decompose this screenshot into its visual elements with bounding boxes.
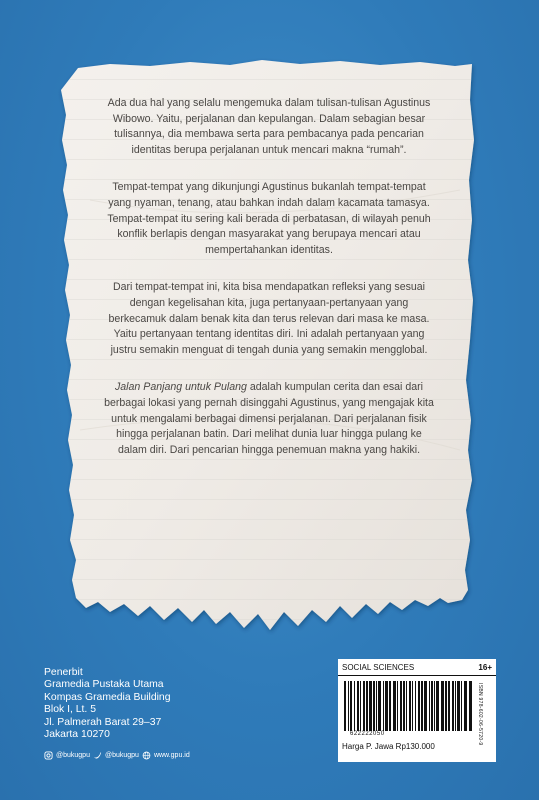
social-links — [44, 751, 190, 760]
barcode-bar — [344, 681, 346, 731]
barcode-bar — [436, 681, 439, 731]
age-rating: 16+ — [478, 663, 492, 672]
barcode-bar — [393, 681, 396, 731]
barcode-bar — [452, 681, 454, 731]
isbn-side-text: ISBN 978-602-06-5720-9 — [477, 683, 483, 746]
barcode-bar — [369, 681, 372, 731]
blurb-paragraph: Dari tempat-tempat ini, kita bisa mendapatkan refleksi yang sesuai dengan kegelisahan kita, juga pertanyaan-pertanyaan yang berkecamuk dalam benak kita dan terus relevan dari masa ke masa. Yaitu pertanyaan tentang identitas diri. Ini adalah pertanyaan yang justru semakin menguat di tengah dunia yang semakin mengglobal. — [108, 281, 430, 356]
barcode-bar — [366, 681, 368, 731]
globe-icon — [142, 751, 151, 760]
blurb-paragraph: Ada dua hal yang selalu mengemuka dalam tulisan-tulisan Agustinus Wibowo. Yaitu, perjalanan dan kepulangan. Dalam sebagian besar tulisannya, dia membawa serta para pembacanya pada pencarian identitas berupa perjalanan untuk mencari makna “rumah”. — [107, 97, 431, 156]
publisher-street: Jl. Palmerah Barat 29–37 — [44, 716, 162, 728]
instagram-handle: @bukugpu — [56, 752, 90, 759]
barcode-bar — [406, 681, 407, 731]
barcode-bar — [424, 681, 427, 731]
publisher-block: Blok I, Lt. 5 — [44, 704, 96, 716]
blurb-paragraph: Tempat-tempat yang dikunjungi Agustinus bukanlah tempat-tempat yang nyaman, tenang, atau bahkan indah dalam kacamata tamasya. Tempat-tempat itu sering kali berada di perbatasan, di wilayah penuh konflik berlapis dengan masyarakat yang berupaya mencari atau mempertahankan identitas. — [107, 181, 431, 256]
blurb-paragraph-title — [104, 380, 434, 458]
barcode-bar — [400, 681, 402, 731]
barcode-bar — [389, 681, 391, 731]
barcode-bar — [397, 681, 398, 731]
barcode-bar — [441, 681, 444, 731]
barcode-bar — [455, 681, 456, 731]
barcode-bar — [383, 681, 384, 731]
blurb-text — [104, 96, 434, 480]
barcode-bar — [348, 681, 349, 731]
barcode-bar — [415, 681, 416, 731]
publisher-info — [44, 667, 170, 741]
barcode-bar — [429, 681, 430, 731]
barcode-header — [342, 663, 492, 672]
barcode-bar — [412, 681, 413, 731]
twitter-icon — [93, 751, 102, 760]
barcode-box — [338, 659, 496, 762]
blurb-paragraph-rest: adalah kumpulan cerita dan esai dari berbagai lokasi yang pernah disinggahi Agustinus, yang mengajak kita untuk mengalami berbagai dimensi perjalanan. Dari perjalanan fisik hingga perjalanan batin. Dari melihat dunia luar hingga pulang ke dalam diri. Dari pencarian hingga penemuan makna yang hakiki. — [104, 381, 434, 456]
barcode-bar — [350, 681, 352, 731]
barcode-bar — [469, 681, 472, 731]
barcode-bar — [357, 681, 359, 731]
price: Harga P. Jawa Rp130.000 — [342, 742, 435, 751]
barcode-number: 622222050 — [350, 731, 385, 737]
barcode-bar — [409, 681, 411, 731]
barcode-bar — [378, 681, 381, 731]
divider — [338, 675, 496, 676]
publisher-name: Gramedia Pustaka Utama — [44, 679, 164, 691]
barcode-bar — [354, 681, 355, 731]
publisher-city: Jakarta 10270 — [44, 729, 110, 741]
barcode-bar — [403, 681, 405, 731]
book-title: Jalan Panjang untuk Pulang — [114, 381, 247, 394]
barcode-bar — [448, 681, 450, 731]
website: www.gpu.id — [153, 752, 190, 759]
barcode — [344, 681, 474, 731]
barcode-bar — [360, 681, 361, 731]
barcode-bar — [445, 681, 447, 731]
barcode-bar — [434, 681, 435, 731]
barcode-bar — [461, 681, 462, 731]
barcode-bar — [363, 681, 365, 731]
barcode-bar — [385, 681, 388, 731]
barcode-bar — [457, 681, 460, 731]
barcode-bar — [431, 681, 433, 731]
barcode-bar — [376, 681, 377, 731]
publisher-label: Penerbit — [44, 667, 83, 678]
publisher-building: Kompas Gramedia Building — [44, 691, 171, 703]
barcode-bar — [418, 681, 420, 731]
barcode-bar — [421, 681, 423, 731]
instagram-icon — [44, 751, 53, 760]
category-label: SOCIAL SCIENCES — [342, 663, 415, 672]
barcode-bar — [464, 681, 467, 731]
twitter-handle: @bukugpu — [104, 752, 139, 759]
barcode-bar — [373, 681, 375, 731]
